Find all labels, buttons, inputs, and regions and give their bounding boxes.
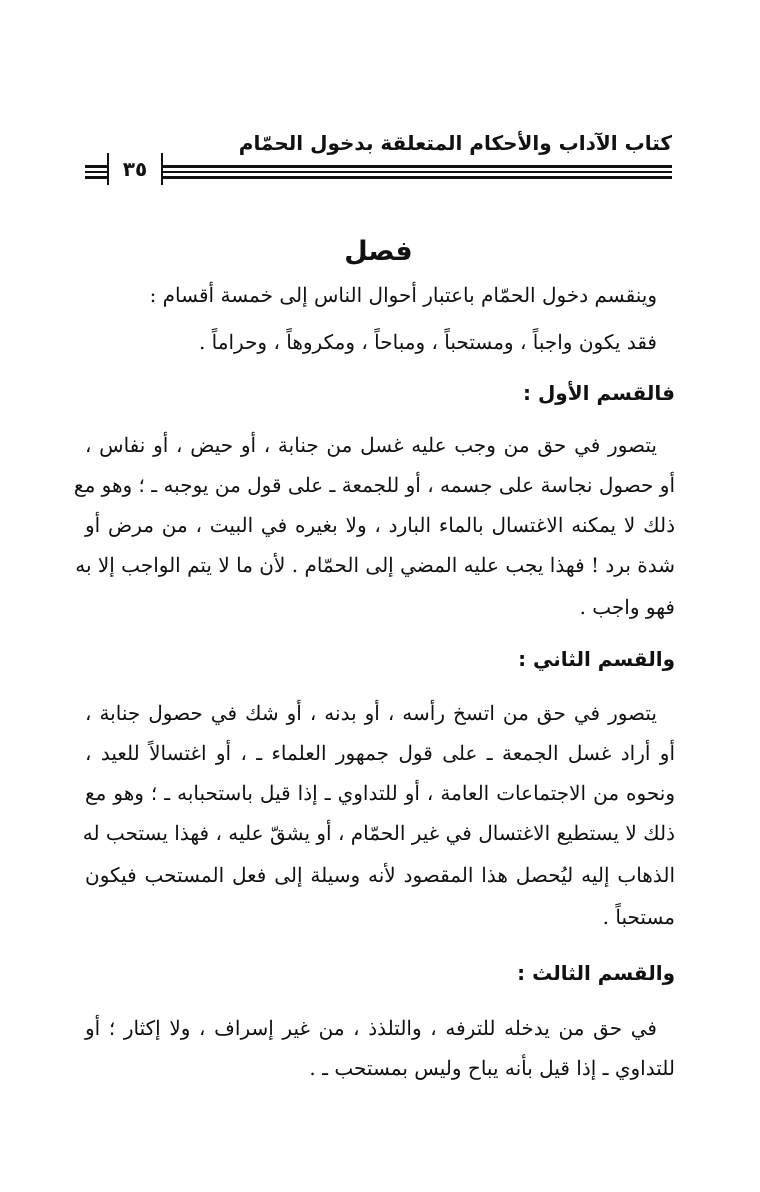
page-number: ٣٥	[107, 153, 163, 185]
intro-line: وينقسم دخول الحمّام باعتبار أحوال الناس إلى خمسة أقسام :	[149, 283, 657, 307]
paragraph-line: في حق من يدخله للترفه ، والتلذذ ، من غير إسراف ، ولا إكثار ؛ أو	[85, 1016, 657, 1040]
paragraph-line: ونحوه من الاجتماعات العامة ، أو للتداوي ـ إذا قيل باستحبابه ـ ؛ وهو مع	[85, 781, 675, 805]
running-header-title: كتاب الآداب والأحكام المتعلقة بدخول الحمّام	[238, 131, 672, 155]
paragraph-line: يتصور في حق من وجب عليه غسل من جنابة ، أو حيض ، أو نفاس ،	[85, 433, 657, 457]
paragraph-line: شدة برد ! فهذا يجب عليه المضي إلى الحمّام . لأن ما لا يتم الواجب إلا به	[75, 553, 675, 577]
paragraph-line: ذلك لا يمكنه الاغتسال بالماء البارد ، ولا بغيره في البيت ، من مرض أو	[85, 513, 675, 537]
header-rule	[85, 163, 672, 183]
paragraph-line: ذلك لا يستطيع الاغتسال في غير الحمّام ، أو يشقّ عليه ، فهذا يستحب له	[82, 821, 675, 845]
header-rule-line	[85, 171, 672, 173]
paragraph-line: أو حصول نجاسة على جسمه ، أو للجمعة ـ على قول من يوجبه ـ ؛ وهو مع	[73, 473, 675, 497]
section-heading: والقسم الثاني :	[518, 647, 675, 671]
header-rule-line	[85, 165, 672, 168]
section-title: فصل	[344, 236, 413, 267]
paragraph-line: مستحباً .	[602, 905, 675, 929]
paragraph-line: فهو واجب .	[579, 595, 675, 619]
intro-line: فقد يكون واجباً ، ومستحباً ، ومباحاً ، ومكروهاً ، وحراماً .	[198, 330, 657, 354]
header-rule-line	[85, 176, 672, 179]
paragraph-line: للتداوي ـ إذا قيل بأنه يباح وليس بمستحب ـ .	[309, 1056, 675, 1080]
paragraph-line: الذهاب إليه ليُحصل هذا المقصود لأنه وسيلة إلى فعل المستحب فيكون	[85, 863, 675, 887]
paragraph-line: يتصور في حق من اتسخ رأسه ، أو بدنه ، أو شك في حصول جنابة ،	[85, 701, 658, 725]
section-heading: والقسم الثالث :	[517, 961, 675, 985]
section-heading: فالقسم الأول :	[522, 381, 675, 405]
paragraph-line: أو أراد غسل الجمعة ـ على قول جمهور العلماء ـ ، أو اغتسالاً للعيد ،	[85, 741, 676, 765]
